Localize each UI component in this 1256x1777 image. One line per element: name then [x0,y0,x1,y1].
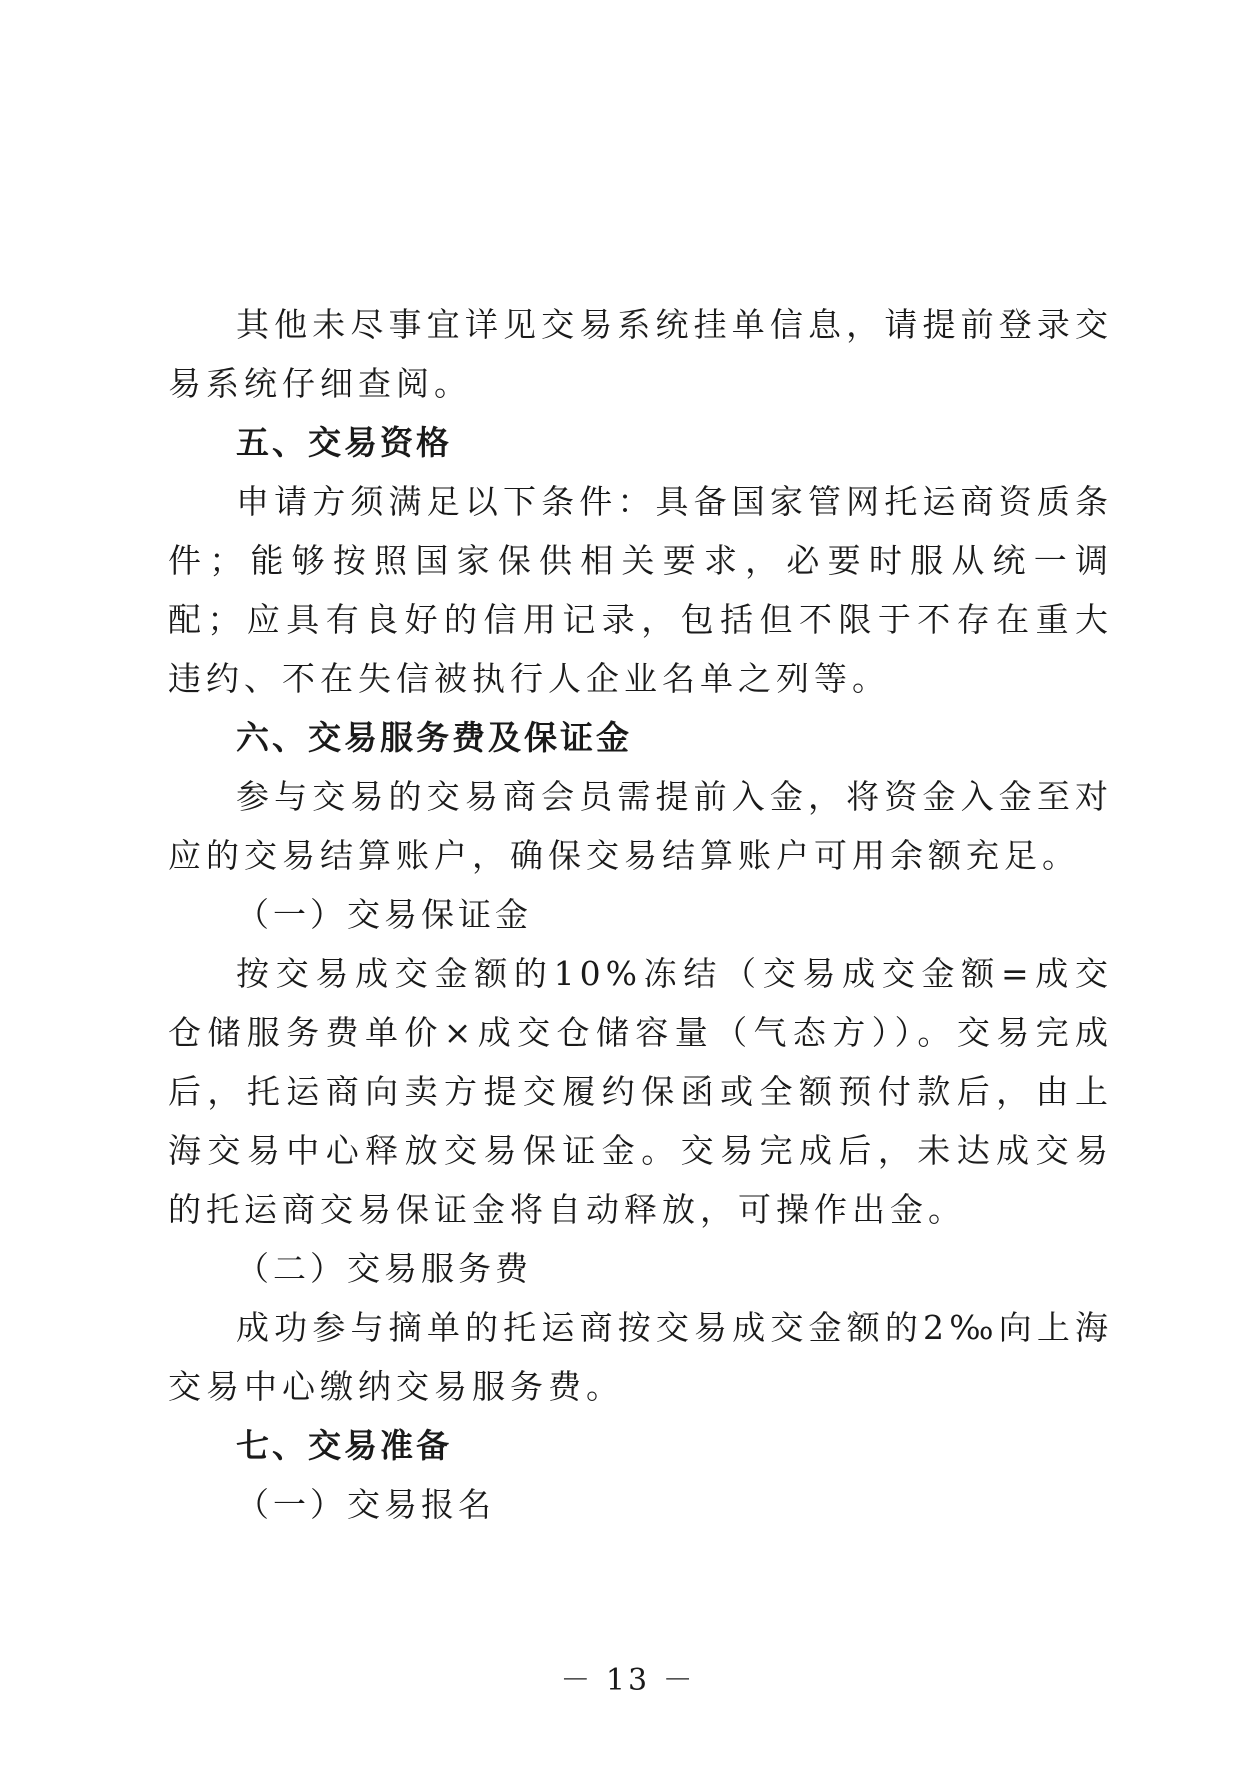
subheading-trading-deposit: （一）交易保证金 [236,895,532,934]
subheading-service-fee: （二）交易服务费 [236,1249,532,1288]
paragraph-qualification-conditions: 申请方须满足以下条件：具备国家管网托运商资质条件；能够按照国家保供相关要求，必要时服从统一调配；应具有良好的信用记录，包括但不限于不存在重大违约、不在失信被执行人企业名单之列等。 [168,482,1113,698]
paragraph-trading-details: 其他未尽事宜详见交易系统挂单信息，请提前登录交易系统仔细查阅。 [168,305,1113,403]
document-body [168,295,1113,1534]
paragraph-service-fee-rate: 成功参与摘单的托运商按交易成交金额的2‰向上海交易中心缴纳交易服务费。 [168,1308,1113,1406]
paragraph-deposit-freeze: 按交易成交金额的10%冻结（交易成交金额=成交仓储服务费单价×成交仓储容量（气态方））。交易完成后，托运商向卖方提交履约保函或全额预付款后，由上海交易中心释放交易保证金。交易完成后，未达成交易的托运商交易保证金将自动释放，可操作出金。 [168,954,1113,1229]
paragraph-deposit-requirement: 参与交易的交易商会员需提前入金，将资金入金至对应的交易结算账户，确保交易结算账户可用余额充足。 [168,777,1113,875]
page-number: － 13 － [560,1663,696,1698]
heading-trading-preparation: 七、交易准备 [236,1426,452,1465]
heading-service-fee-and-deposit: 六、交易服务费及保证金 [236,718,632,757]
subheading-trading-registration: （一）交易报名 [236,1485,495,1524]
heading-trading-qualification: 五、交易资格 [236,423,452,462]
